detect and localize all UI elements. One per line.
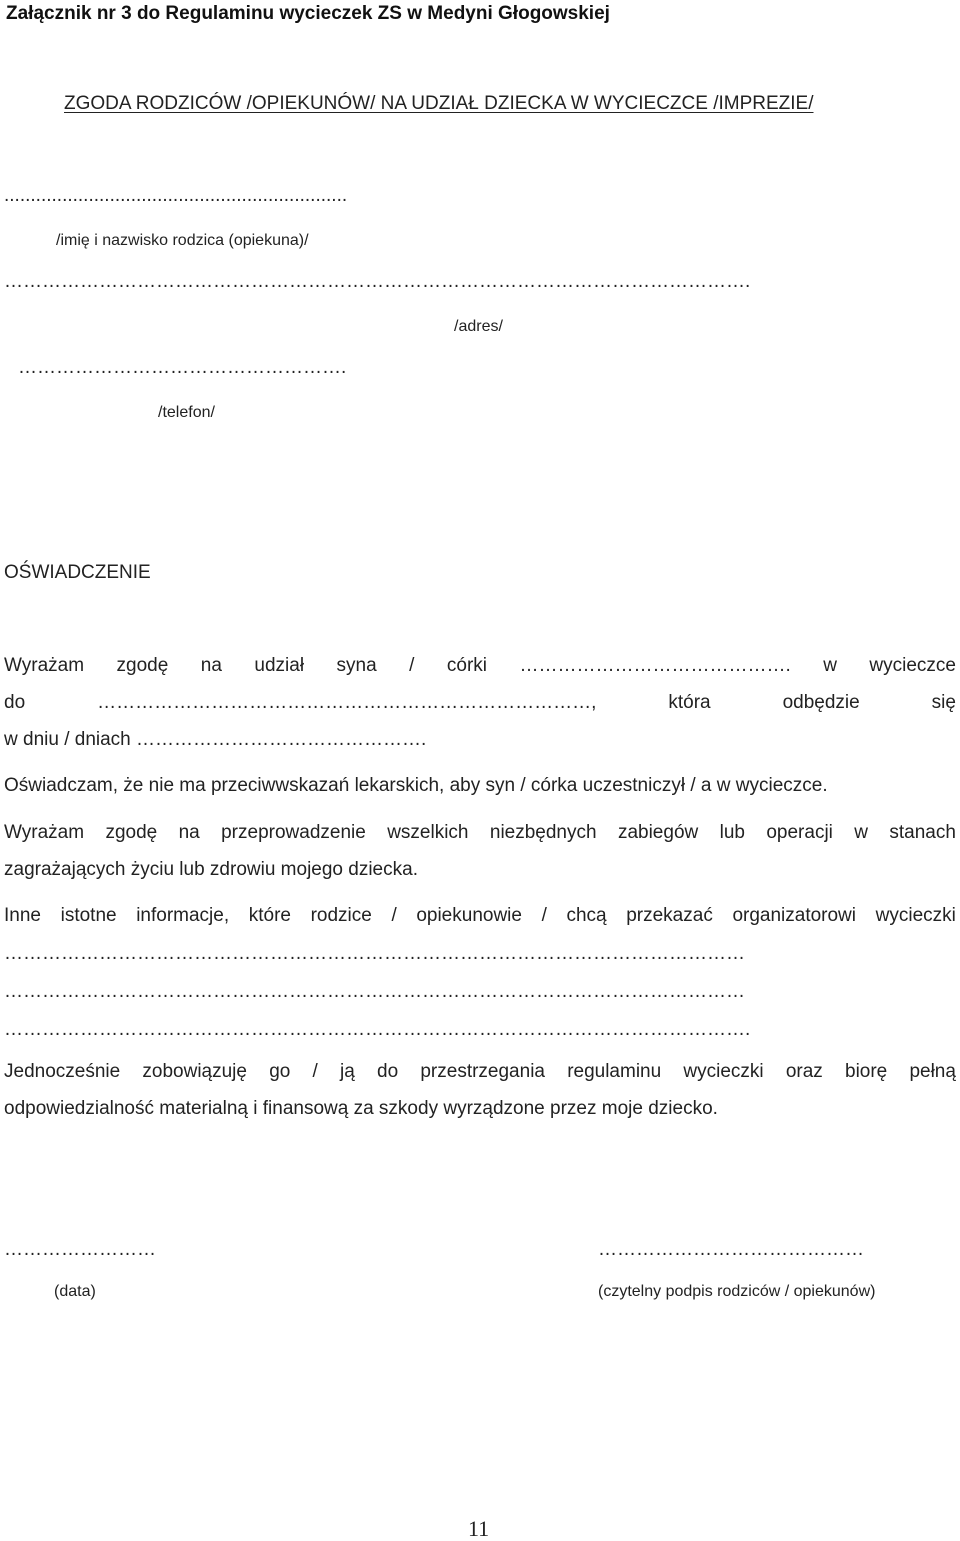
signature-label: (czytelny podpis rodziców / opiekunów) xyxy=(598,1283,876,1300)
consent-line-1: Wyrażam zgodę na udział syna / córki ……………………………………. w wycieczce xyxy=(4,655,956,676)
page-number: 11 xyxy=(468,1516,490,1541)
phone-field-line: ……………………………………………. xyxy=(18,358,347,377)
procedures-line-1: Wyrażam zgodę na przeprowadzenie wszelkich niezbędnych zabiegów lub operacji w stanach xyxy=(4,822,956,843)
address-label: /adres/ xyxy=(454,318,503,335)
parent-name-label: /imię i nazwisko rodzica (opiekuna)/ xyxy=(56,232,309,249)
annex-title: Załącznik nr 3 do Regulaminu wycieczek ZS w Medyni Głogowskiej xyxy=(6,3,610,24)
parent-name-field-line: ................................................................. xyxy=(4,186,348,205)
phone-label: /telefon/ xyxy=(158,404,215,421)
address-field-line: ………………………………………………………………………………………………………. xyxy=(4,272,751,291)
health-statement: Oświadczam, że nie ma przeciwwskazań lekarskich, aby syn / córka uczestniczył / a w wycieczce. xyxy=(4,775,828,796)
other-info-line-1: Inne istotne informacje, które rodzice / opiekunowie / chcą przekazać organizatorowi wycieczki xyxy=(4,905,956,926)
date-field-line: …………………… xyxy=(4,1240,156,1259)
other-info-dots-1: ……………………………………………………………………………………………………… xyxy=(4,944,745,963)
other-info-dots-3: ………………………………………………………………………………………………………. xyxy=(4,1020,751,1039)
date-label: (data) xyxy=(54,1283,96,1300)
procedures-line-2: zagrażających życiu lub zdrowiu mojego dziecka. xyxy=(4,859,418,880)
consent-line-2: do ……………………………………………………………………, która odbędzie się xyxy=(4,692,956,713)
form-title: ZGODA RODZICÓW /OPIEKUNÓW/ NA UDZIAŁ DZIECKA W WYCIECZCE /IMPREZIE/ xyxy=(64,93,814,114)
statement-heading: OŚWIADCZENIE xyxy=(4,562,151,583)
signature-field-line: …………………………………… xyxy=(598,1240,864,1259)
responsibility-line-1: Jednocześnie zobowiązuję go / ją do przestrzegania regulaminu wycieczki oraz biorę pełną xyxy=(4,1061,956,1082)
consent-line-3: w dniu / dniach ………………………………………. xyxy=(4,729,427,750)
other-info-dots-2: ……………………………………………………………………………………………………… xyxy=(4,982,745,1001)
responsibility-line-2: odpowiedzialność materialną i finansową za szkody wyrządzone przez moje dziecko. xyxy=(4,1098,718,1119)
